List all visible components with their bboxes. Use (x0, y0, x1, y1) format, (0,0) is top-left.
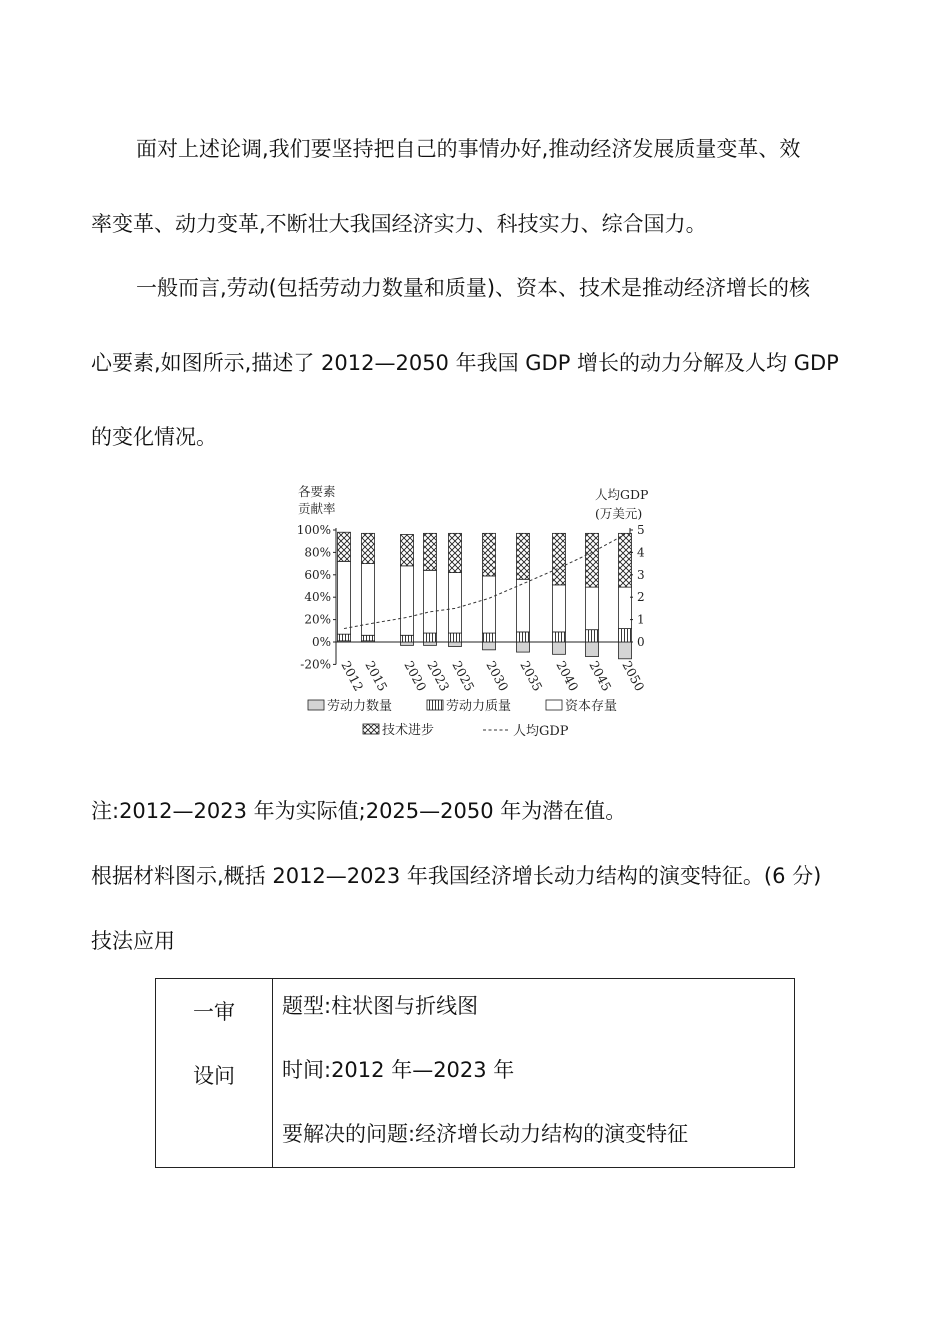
paragraph-1-line-2: 率变革、动力变革,不断壮大我国经济实力、科技实力、综合国力。 (91, 212, 707, 236)
x-tick-label: 2030 (483, 658, 512, 694)
bar-segment (619, 642, 632, 659)
bar-segment (401, 566, 414, 635)
bar-segment (424, 642, 437, 645)
gdp-contribution-chart (290, 478, 660, 748)
bar-segment (553, 533, 566, 585)
question-time: 时间:2012 年—2023 年 (282, 1058, 515, 1082)
bar-segment (586, 587, 599, 630)
right-axis-title-line-1: 人均GDP (595, 487, 649, 502)
bar-segment (401, 642, 414, 645)
bar-segment (338, 532, 351, 561)
left-tick-label: -20% (300, 657, 331, 672)
left-axis-title-line-2: 贡献率 (298, 501, 336, 516)
bar-segment (586, 630, 599, 642)
bar-segment (517, 642, 530, 652)
bar-segment (449, 533, 462, 572)
left-axis-title-line-1: 各要素 (298, 484, 336, 499)
right-tick-label: 1 (637, 612, 645, 627)
left-tick-label: 0% (311, 635, 331, 649)
legend-swatch (308, 700, 324, 710)
bar-segment (362, 635, 375, 641)
left-tick-label: 100% (296, 523, 331, 537)
bar-segment (483, 576, 496, 633)
question-type: 题型:柱状图与折线图 (282, 994, 479, 1018)
right-tick-label: 3 (637, 567, 645, 582)
bar-segment (517, 579, 530, 632)
legend-swatch (546, 700, 562, 710)
legend-label: 技术进步 (382, 723, 435, 738)
x-tick-label: 2025 (449, 658, 478, 694)
paragraph-1-line-1: 面对上述论调,我们要坚持把自己的事情办好,推动经济发展质量变革、效 (136, 137, 801, 161)
table-right-cell (273, 979, 795, 1168)
bar-segment (619, 587, 632, 628)
right-axis-title-line-2: (万美元) (595, 506, 643, 521)
paragraph-2-line-3: 的变化情况。 (91, 425, 217, 449)
section-title: 技法应用 (91, 929, 175, 953)
bar-segment (553, 632, 566, 642)
x-tick-label: 2035 (517, 658, 546, 694)
bar-segment (362, 533, 375, 563)
x-tick-label: 2012 (338, 658, 367, 694)
question-problem: 要解决的问题:经济增长动力结构的演变特征 (282, 1122, 689, 1146)
bar-segment (401, 635, 414, 642)
chart-note: 注:2012—2023 年为实际值;2025—2050 年为潜在值。 (91, 799, 627, 823)
analysis-table (155, 978, 795, 1168)
right-tick-label: 0 (637, 635, 645, 649)
x-tick-label: 2050 (619, 658, 648, 694)
bar-segment (449, 573, 462, 633)
legend-label: 资本存量 (565, 699, 618, 714)
paragraph-2-line-1: 一般而言,劳动(包括劳动力数量和质量)、资本、技术是推动经济增长的核 (136, 276, 811, 300)
right-tick-label: 4 (637, 545, 645, 560)
legend-swatch (363, 724, 379, 734)
bar-segment (424, 570, 437, 633)
bar-segment (483, 533, 496, 576)
x-tick-label: 2045 (586, 658, 615, 694)
question-text: 根据材料图示,概括 2012—2023 年我国经济增长动力结构的演变特征。(6 分) (91, 864, 822, 888)
right-tick-label: 5 (637, 523, 645, 537)
bar-segment (517, 632, 530, 642)
bar-segment (338, 561, 351, 634)
bar-segment (338, 634, 351, 641)
bar-segment (553, 585, 566, 632)
left-tick-label: 60% (304, 567, 331, 582)
legend-label: 劳动力数量 (327, 699, 393, 714)
bar-segment (401, 534, 414, 565)
legend-label: 劳动力质量 (446, 699, 512, 714)
bar-segment (424, 533, 437, 570)
legend-swatch (427, 700, 443, 710)
bar-segment (586, 642, 599, 657)
bar-segment (483, 642, 496, 650)
bar-segment (586, 533, 599, 587)
paragraph-2-line-2: 心要素,如图所示,描述了 2012—2050 年我国 GDP 增长的动力分解及人均 GDP (91, 351, 839, 375)
table-left-cell (156, 979, 273, 1168)
bar-segment (483, 633, 496, 642)
left-tick-label: 20% (304, 612, 331, 627)
chart-svg (290, 478, 660, 748)
table-row (156, 979, 795, 1168)
bar-segment (449, 633, 462, 642)
bar-segment (449, 642, 462, 646)
bar-segment (619, 629, 632, 642)
legend-label: 人均GDP (513, 724, 569, 739)
x-tick-label: 2015 (362, 658, 391, 694)
step-label-line-2: 设问 (193, 1064, 235, 1088)
bar-segment (424, 633, 437, 642)
x-tick-label: 2023 (424, 658, 453, 694)
left-tick-label: 40% (304, 590, 331, 605)
x-tick-label: 2040 (553, 658, 582, 694)
bar-segment (553, 642, 566, 654)
bar-segment (619, 533, 632, 587)
bar-segment (517, 533, 530, 579)
step-label-line-1: 一审 (193, 1000, 235, 1024)
x-tick-label: 2020 (401, 658, 430, 694)
right-tick-label: 2 (637, 590, 645, 605)
left-tick-label: 80% (304, 545, 331, 560)
